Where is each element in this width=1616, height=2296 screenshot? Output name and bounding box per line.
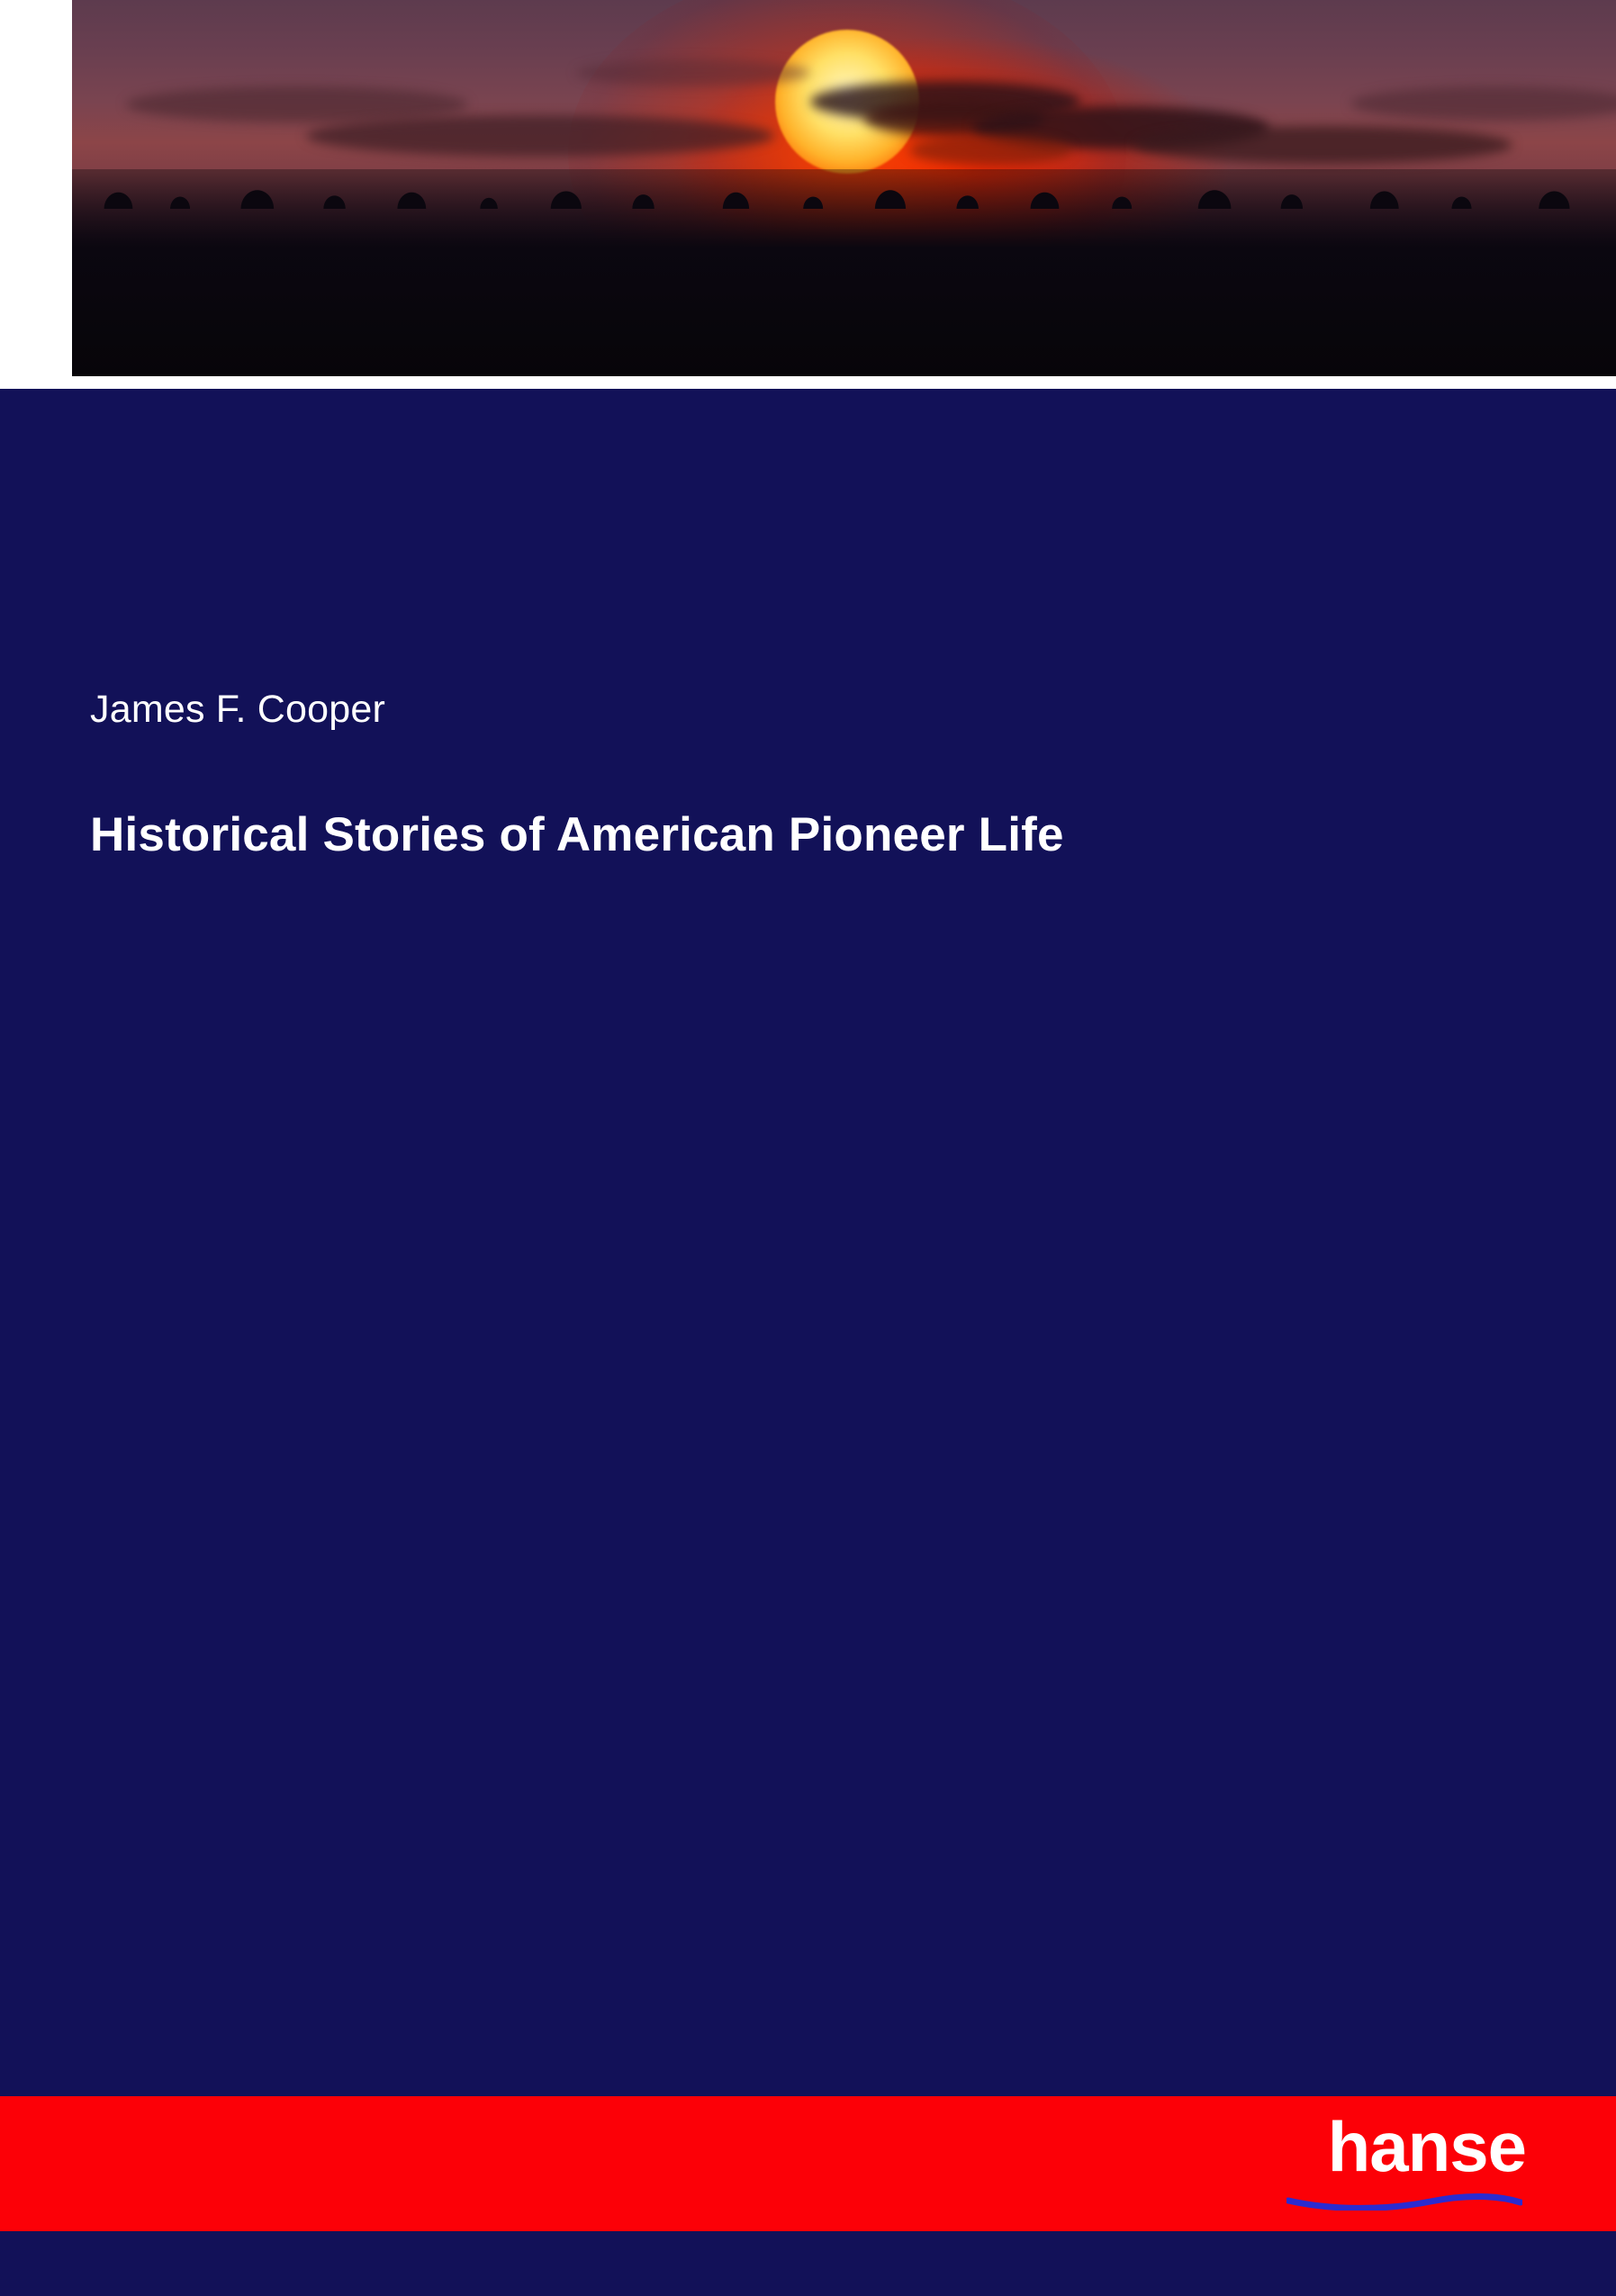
hanse-publisher-logo bbox=[1256, 2106, 1526, 2214]
logo-wordmark: hanse bbox=[1327, 2107, 1526, 2186]
treeline-silhouette bbox=[72, 169, 1616, 376]
cloud-shape bbox=[126, 86, 468, 122]
logo-swoosh-icon bbox=[1286, 2192, 1522, 2210]
author-name: James F. Cooper bbox=[90, 688, 386, 731]
sunset-photograph bbox=[72, 0, 1616, 376]
cover-main-panel bbox=[0, 389, 1616, 2096]
book-title: Historical Stories of American Pioneer Life bbox=[90, 808, 1064, 861]
cover-artwork-band bbox=[0, 0, 1616, 389]
cloud-shape bbox=[306, 115, 774, 157]
cover-bottom-edge bbox=[0, 2231, 1616, 2296]
cloud-shape bbox=[576, 59, 810, 86]
